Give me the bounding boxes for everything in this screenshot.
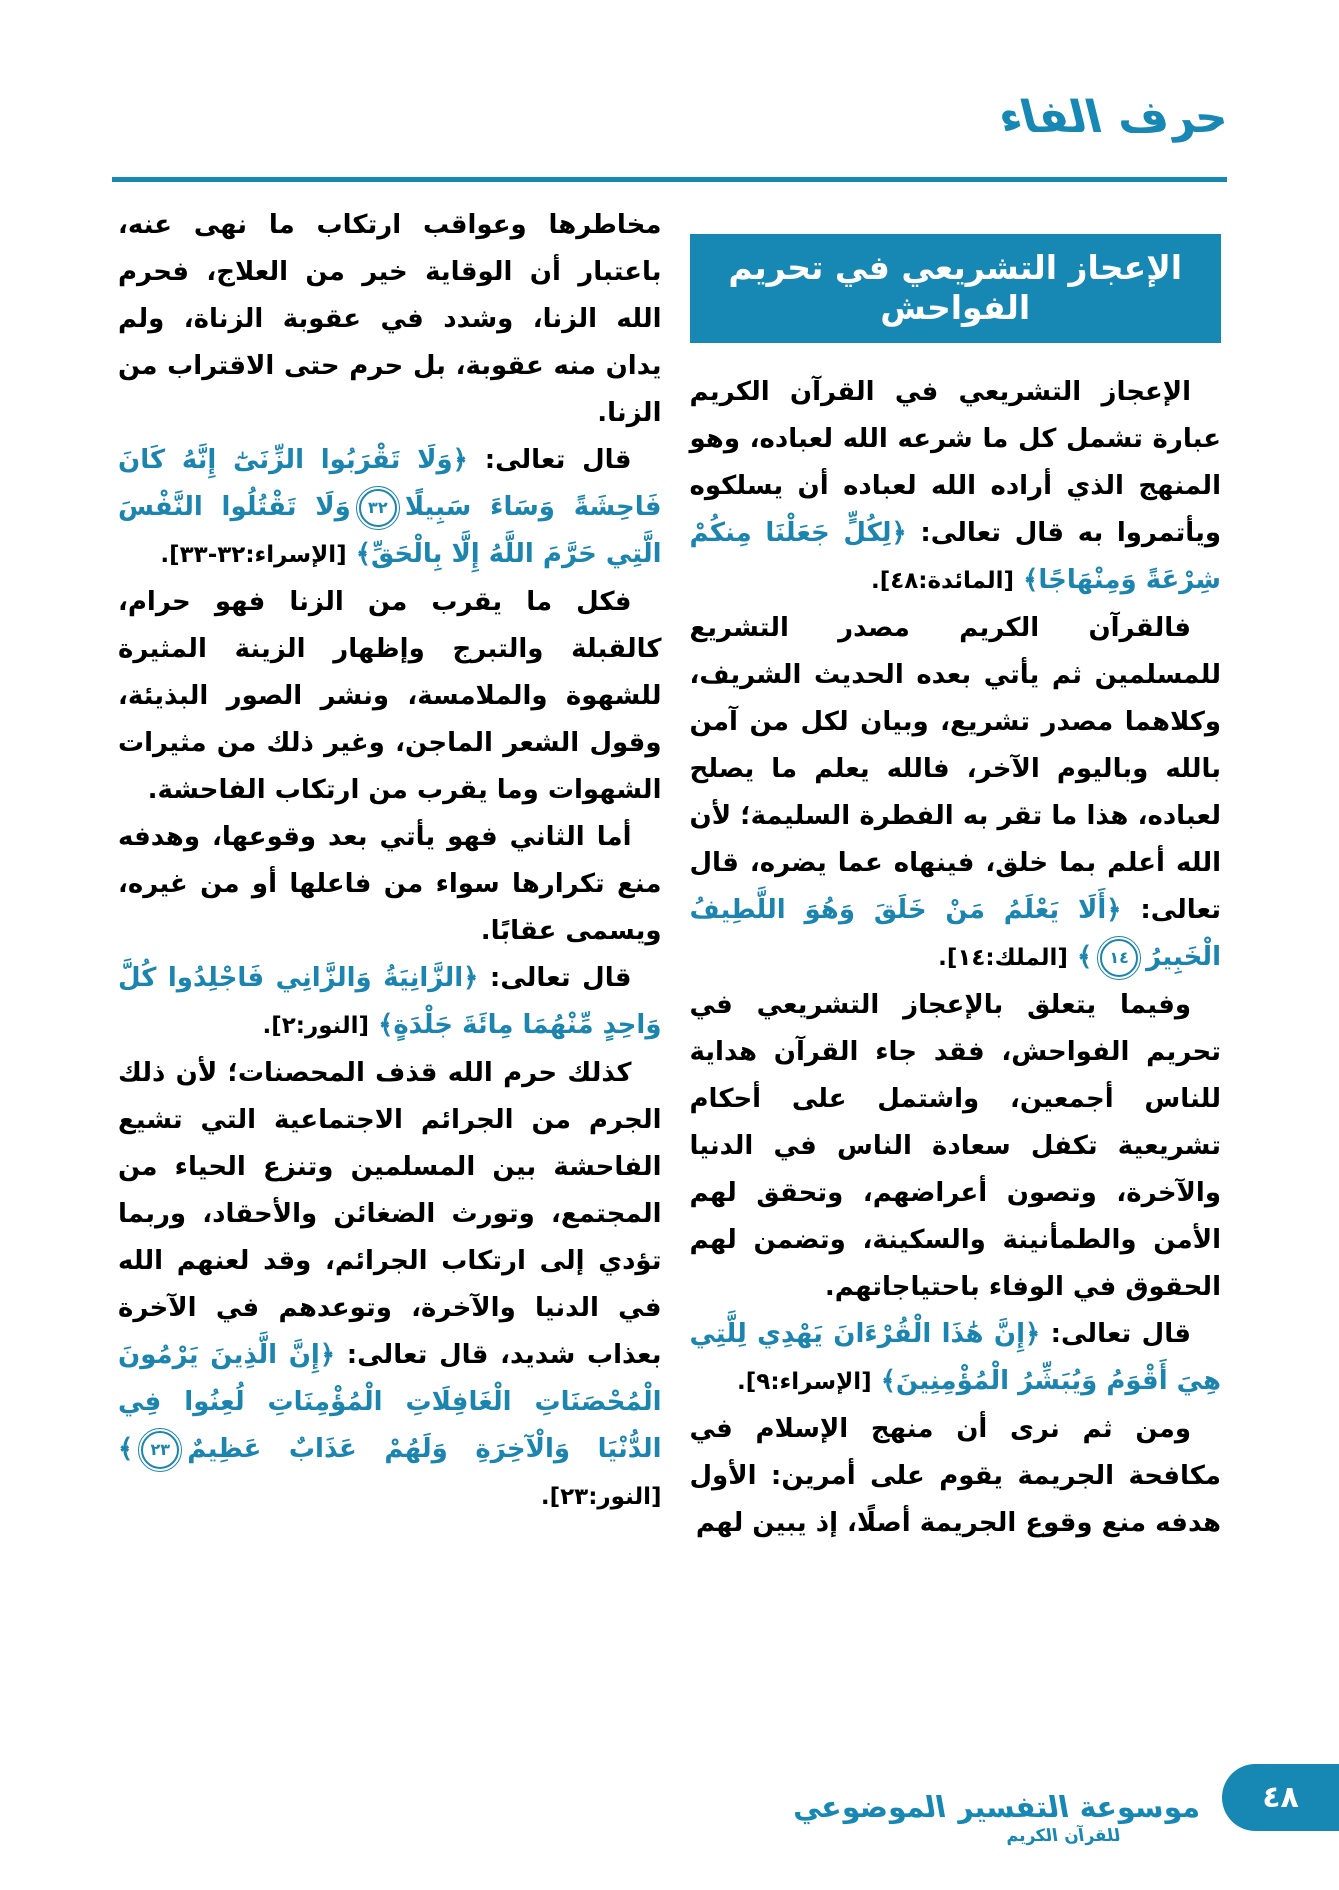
verse-reference: [المائدة:٤٨]. — [870, 568, 1015, 595]
paragraph — [118, 579, 662, 814]
body-text: مخاطرها وعواقب ارتكاب ما نهى عنه، باعتبار أن الوقاية خير من العلاج، فحرم الله الزنا، وشدد في عقوبة الزناة، ولم يدان منه عقوبة، بل حرم حتى الاقتراب من الزنا. — [118, 210, 662, 428]
quran-verse-closing-bracket: ﴾ — [118, 1434, 134, 1464]
paragraph — [690, 982, 1222, 1311]
paragraph — [118, 955, 662, 1050]
quran-verse-closing-bracket: ﴾ — [1076, 942, 1093, 973]
page-content — [118, 202, 1221, 1730]
ayah-number-ornament: ٣٢ — [359, 489, 397, 527]
body-text: فكل ما يقرب من الزنا فهو حرام، كالقبلة والتبرج وإظهار الزينة المثيرة للشهوة والملامسة، ونشر الصور البذيئة، وقول الشعر الماجن، وغير ذلك من مثيرات الشهوات وما يقرب من ارتكاب الفاحشة. — [118, 587, 662, 805]
paragraph — [690, 605, 1222, 982]
verse-reference: [النور:٢٣]. — [540, 1484, 662, 1510]
chapter-header-calligraphy: حرف الفاء — [992, 92, 1234, 143]
quran-verse: ﴿إِنَّ هَٰذَا الْقُرْءَانَ يَهْدِي لِلَّتِي هِيَ أَقْوَمُ وَيُبَشِّرُ الْمُؤْمِنِينَ﴾ — [689, 1319, 1221, 1397]
body-text: قال تعالى: — [484, 445, 632, 475]
paragraph — [118, 202, 662, 437]
body-text: أما الثاني فهو يأتي بعد وقوعها، وهدفه منع تكرارها سواء من فاعلها أو من غيره، ويسمى عقابًا. — [118, 822, 662, 946]
body-text: قال تعالى: — [1050, 1319, 1191, 1350]
verse-reference: [الإسراء:٩]. — [737, 1369, 872, 1396]
column-right — [690, 202, 1222, 1730]
paragraph — [690, 369, 1222, 605]
paragraph — [690, 1311, 1222, 1406]
quran-verse: ﴿أَلَا يَعْلَمُ مَنْ خَلَقَ وَهُوَ اللَّطِيفُ الْخَبِيرُ — [689, 895, 1221, 973]
column-left — [118, 202, 662, 1730]
body-text: ومن ثم نرى أن منهج الإسلام في مكافحة الجريمة يقوم على أمرين: الأول هدفه منع وقوع الجريمة أصلًا، إذ يبين لهم — [689, 1414, 1221, 1539]
paragraph — [118, 814, 662, 955]
body-text: فالقرآن الكريم مصدر التشريع للمسلمين ثم يأتي بعده الحديث الشريف، وكلاهما مصدر تشريع، وبيان لكل من آمن بالله وباليوم الآخر، فالله يعلم ما يصلح لعباده، هذا ما تقر به الفطرة السليمة؛ لأن الله أعلم بما خلق، فينهاه عما يضره، قال تعالى: — [689, 613, 1221, 926]
page-number: ٤٨ — [1262, 1780, 1299, 1815]
body-text: كذلك حرم الله قذف المحصنات؛ لأن ذلك الجرم من الجرائم الاجتماعية التي تشيع الفاحشة بين المسلمين وتنزع الحياء من المجتمع، وتورث الضغائن والأحقاد، وربما تؤدي إلى ارتكاب الجرائم، وقد لعنهم الله في الدنيا والآخرة، وتوعدهم في الآخرة بعذاب شديد، قال تعالى: — [118, 1058, 662, 1370]
paragraph — [690, 1406, 1222, 1547]
quran-verse: ﴿لِكُلٍّ جَعَلْنَا مِنكُمْ شِرْعَةً وَمِنْهَاجًا﴾ — [689, 518, 1221, 596]
quran-verse: ﴿الزَّانِيَةُ وَالزَّانِي فَاجْلِدُوا كُلَّ وَاحِدٍ مِّنْهُمَا مِائَةَ جَلْدَةٍ﴾ — [118, 963, 662, 1040]
page-number-badge — [1222, 1764, 1339, 1831]
publisher-logo — [788, 1790, 1202, 1846]
ayah-number-ornament: ١٤ — [1100, 939, 1138, 977]
quran-verse: وَلَا تَقْتُلُوا النَّفْسَ الَّتِي حَرَّمَ اللَّهُ إِلَّا بِالْحَقِّ﴾ — [118, 492, 662, 569]
quran-verse: ﴿وَلَا تَقْرَبُوا الزِّنَىٰٓ إِنَّهُ كَانَ فَاحِشَةً وَسَاءَ سَبِيلًا — [118, 445, 662, 522]
section-title-banner: الإعجاز التشريعي في تحريم الفواحش — [690, 234, 1222, 343]
verse-reference: [النور:٢]. — [262, 1013, 370, 1039]
publisher-logo-line1: موسوعة التفسير الموضوعي — [788, 1790, 1202, 1824]
quran-verse: ﴿إِنَّ الَّذِينَ يَرْمُونَ الْمُحْصَنَاتِ الْغَافِلَاتِ الْمُؤْمِنَاتِ لُعِنُوا فِي الدُّنْيَا وَالْآخِرَةِ وَلَهُمْ عَذَابٌ عَظِيمٌ — [118, 1340, 662, 1464]
body-text: قال تعالى: — [489, 963, 632, 993]
paragraph — [118, 437, 662, 579]
publisher-logo-line2: للقرآن الكريم — [1004, 1826, 1122, 1846]
body-text: الإعجاز التشريعي في القرآن الكريم عبارة تشمل كل ما شرعه الله لعباده، وهو المنهج الذي أراده الله لعباده أن يسلكوه ويأتمروا به قال تعالى: — [689, 377, 1221, 549]
body-text: وفيما يتعلق بالإعجاز التشريعي في تحريم الفواحش، فقد جاء القرآن هداية للناس أجمعين، واشتمل على أحكام تشريعية تكفل سعادة الناس في الدنيا والآخرة، وتصون أعراضهم، وتحقق لهم الأمن والطمأنينة والسكينة، وتضمن لهم الحقوق في الوفاء باحتياجاتهم. — [689, 990, 1221, 1303]
verse-reference: [الإسراء:٣٢-٣٣]. — [160, 542, 347, 568]
verse-reference: [الملك:١٤]. — [938, 945, 1068, 972]
header-divider-rule — [112, 177, 1227, 182]
ayah-number-ornament: ٢٣ — [141, 1431, 179, 1469]
paragraph — [118, 1050, 662, 1521]
